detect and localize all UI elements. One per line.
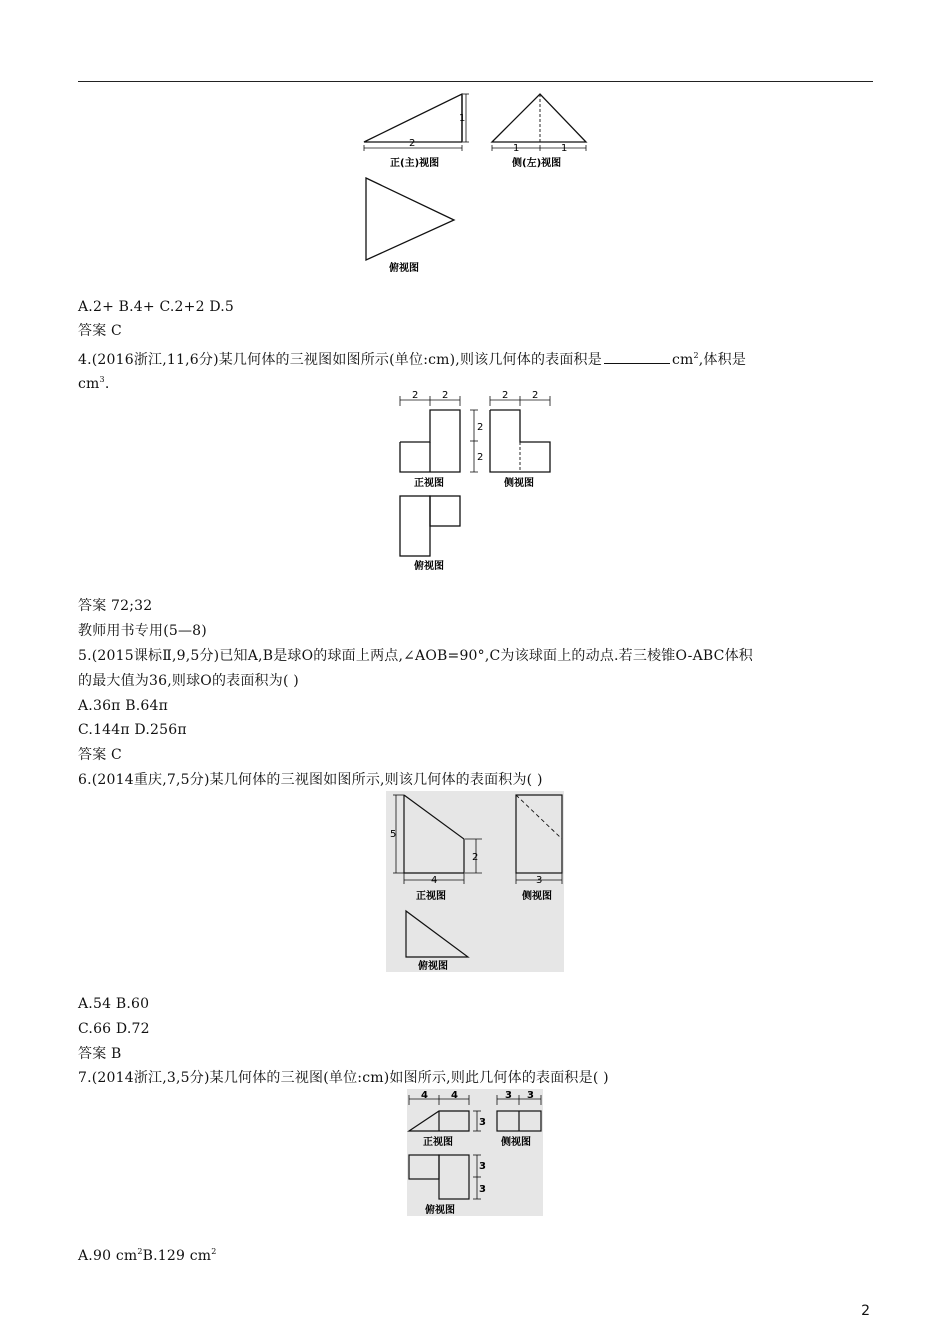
q4-stem-period: . xyxy=(104,376,110,392)
q4-unit-cm2: cm xyxy=(671,352,694,368)
q6-dim-5: 5 xyxy=(390,829,397,840)
q7-top-dim-lower: 3 xyxy=(479,1184,486,1195)
q3-answer: 答案 C xyxy=(78,323,122,339)
q7-top-dim-upper: 3 xyxy=(479,1161,486,1172)
q3-front-height-label: 1 xyxy=(459,113,466,124)
q4-stem-line2 xyxy=(78,371,109,393)
q4-top-caption: 俯视图 xyxy=(414,561,444,572)
q3-side-caption: 侧(左)视图 xyxy=(512,158,562,169)
q3-options: A.2+ B.4+ C.2+2 D.5 xyxy=(78,299,235,315)
q4-front-dim-left: 2 xyxy=(412,390,419,401)
q6-dim-2: 2 xyxy=(472,852,479,863)
q3-top-caption: 俯视图 xyxy=(389,263,419,274)
q4-top-view xyxy=(396,492,466,574)
q4-front-view xyxy=(396,390,486,490)
q7-front-caption: 正视图 xyxy=(423,1137,453,1148)
q7-figure xyxy=(407,1089,543,1216)
q6-figure xyxy=(386,791,564,972)
q3-side-right-label: 1 xyxy=(561,143,568,154)
q7-front-dim-left: 4 xyxy=(421,1090,428,1101)
q4-stem-line1 xyxy=(78,347,746,369)
q7-option-a: A.90 cm xyxy=(78,1248,138,1264)
q6-stem: 6.(2014重庆,7,5分)某几何体的三视图如图所示,则该几何体的表面积为( ) xyxy=(78,772,543,788)
q4-sup-3: 3 xyxy=(99,375,105,384)
q4-answer: 答案 72;32 xyxy=(78,598,153,614)
q6-options-line2: C.66 D.72 xyxy=(78,1021,150,1037)
q7-option-a-sup: 2 xyxy=(137,1247,143,1256)
q4-answer-blank-1 xyxy=(604,363,670,364)
q4-side-caption: 侧视图 xyxy=(504,478,534,489)
q4-front-dim-right: 2 xyxy=(442,390,449,401)
q4-stem-volume: ,体积是 xyxy=(698,352,747,368)
q7-side-caption: 侧视图 xyxy=(501,1137,531,1148)
q7-option-b-sup: 2 xyxy=(211,1247,217,1256)
q4-sup-2: 2 xyxy=(693,351,699,360)
q6-options-line1: A.54 B.60 xyxy=(78,996,150,1012)
q6-dim-3: 3 xyxy=(536,875,543,886)
q7-side-dim-right: 3 xyxy=(527,1090,534,1101)
q7-options xyxy=(78,1243,217,1265)
q4-side-dim-right: 2 xyxy=(532,390,539,401)
page-number: 2 xyxy=(861,1303,870,1319)
q4-side-view xyxy=(486,390,556,490)
q5-options-line1: A.36π B.64π xyxy=(78,698,168,714)
q4-stem-text: 4.(2016浙江,11,6分)某几何体的三视图如图所示(单位:cm),则该几何体的表面积是 xyxy=(78,352,602,368)
q3-top-view xyxy=(362,174,462,274)
q7-top-caption: 俯视图 xyxy=(425,1205,455,1216)
teacher-note: 教师用书专用(5—8) xyxy=(78,623,207,639)
q3-front-width-label: 2 xyxy=(409,138,416,149)
q3-side-view xyxy=(488,90,588,172)
q7-side-dim-left: 3 xyxy=(505,1090,512,1101)
q6-side-caption: 侧视图 xyxy=(522,891,552,902)
q7-option-b: B.129 cm xyxy=(142,1248,212,1264)
q5-stem-line1: 5.(2015课标Ⅱ,9,5分)已知A,B是球O的球面上两点,∠AOB=90°,C为该球面上的动点.若三棱锥O-ABC体积 xyxy=(78,648,753,664)
q4-front-dim-lower: 2 xyxy=(477,452,484,463)
q5-answer: 答案 C xyxy=(78,747,122,763)
q6-front-caption: 正视图 xyxy=(416,891,446,902)
q4-side-dim-left: 2 xyxy=(502,390,509,401)
q6-answer: 答案 B xyxy=(78,1046,122,1062)
q5-options-line2: C.144π D.256π xyxy=(78,722,187,738)
q4-unit-cm3: cm xyxy=(78,376,100,392)
q3-side-left-label: 1 xyxy=(513,143,520,154)
q7-front-dim-right: 4 xyxy=(451,1090,458,1101)
header-rule xyxy=(78,81,873,82)
q6-top-caption: 俯视图 xyxy=(418,961,448,972)
q4-front-dim-upper: 2 xyxy=(477,422,484,433)
q4-front-caption: 正视图 xyxy=(414,478,444,489)
q5-stem-line2: 的最大值为36,则球O的表面积为( ) xyxy=(78,673,299,689)
q6-dim-4: 4 xyxy=(431,875,438,886)
q3-front-caption: 正(主)视图 xyxy=(390,158,440,169)
q3-front-view xyxy=(360,90,472,172)
q7-stem: 7.(2014浙江,3,5分)某几何体的三视图(单位:cm)如图所示,则此几何体的表面积是( ) xyxy=(78,1070,609,1086)
q7-front-dim-height: 3 xyxy=(479,1117,486,1128)
